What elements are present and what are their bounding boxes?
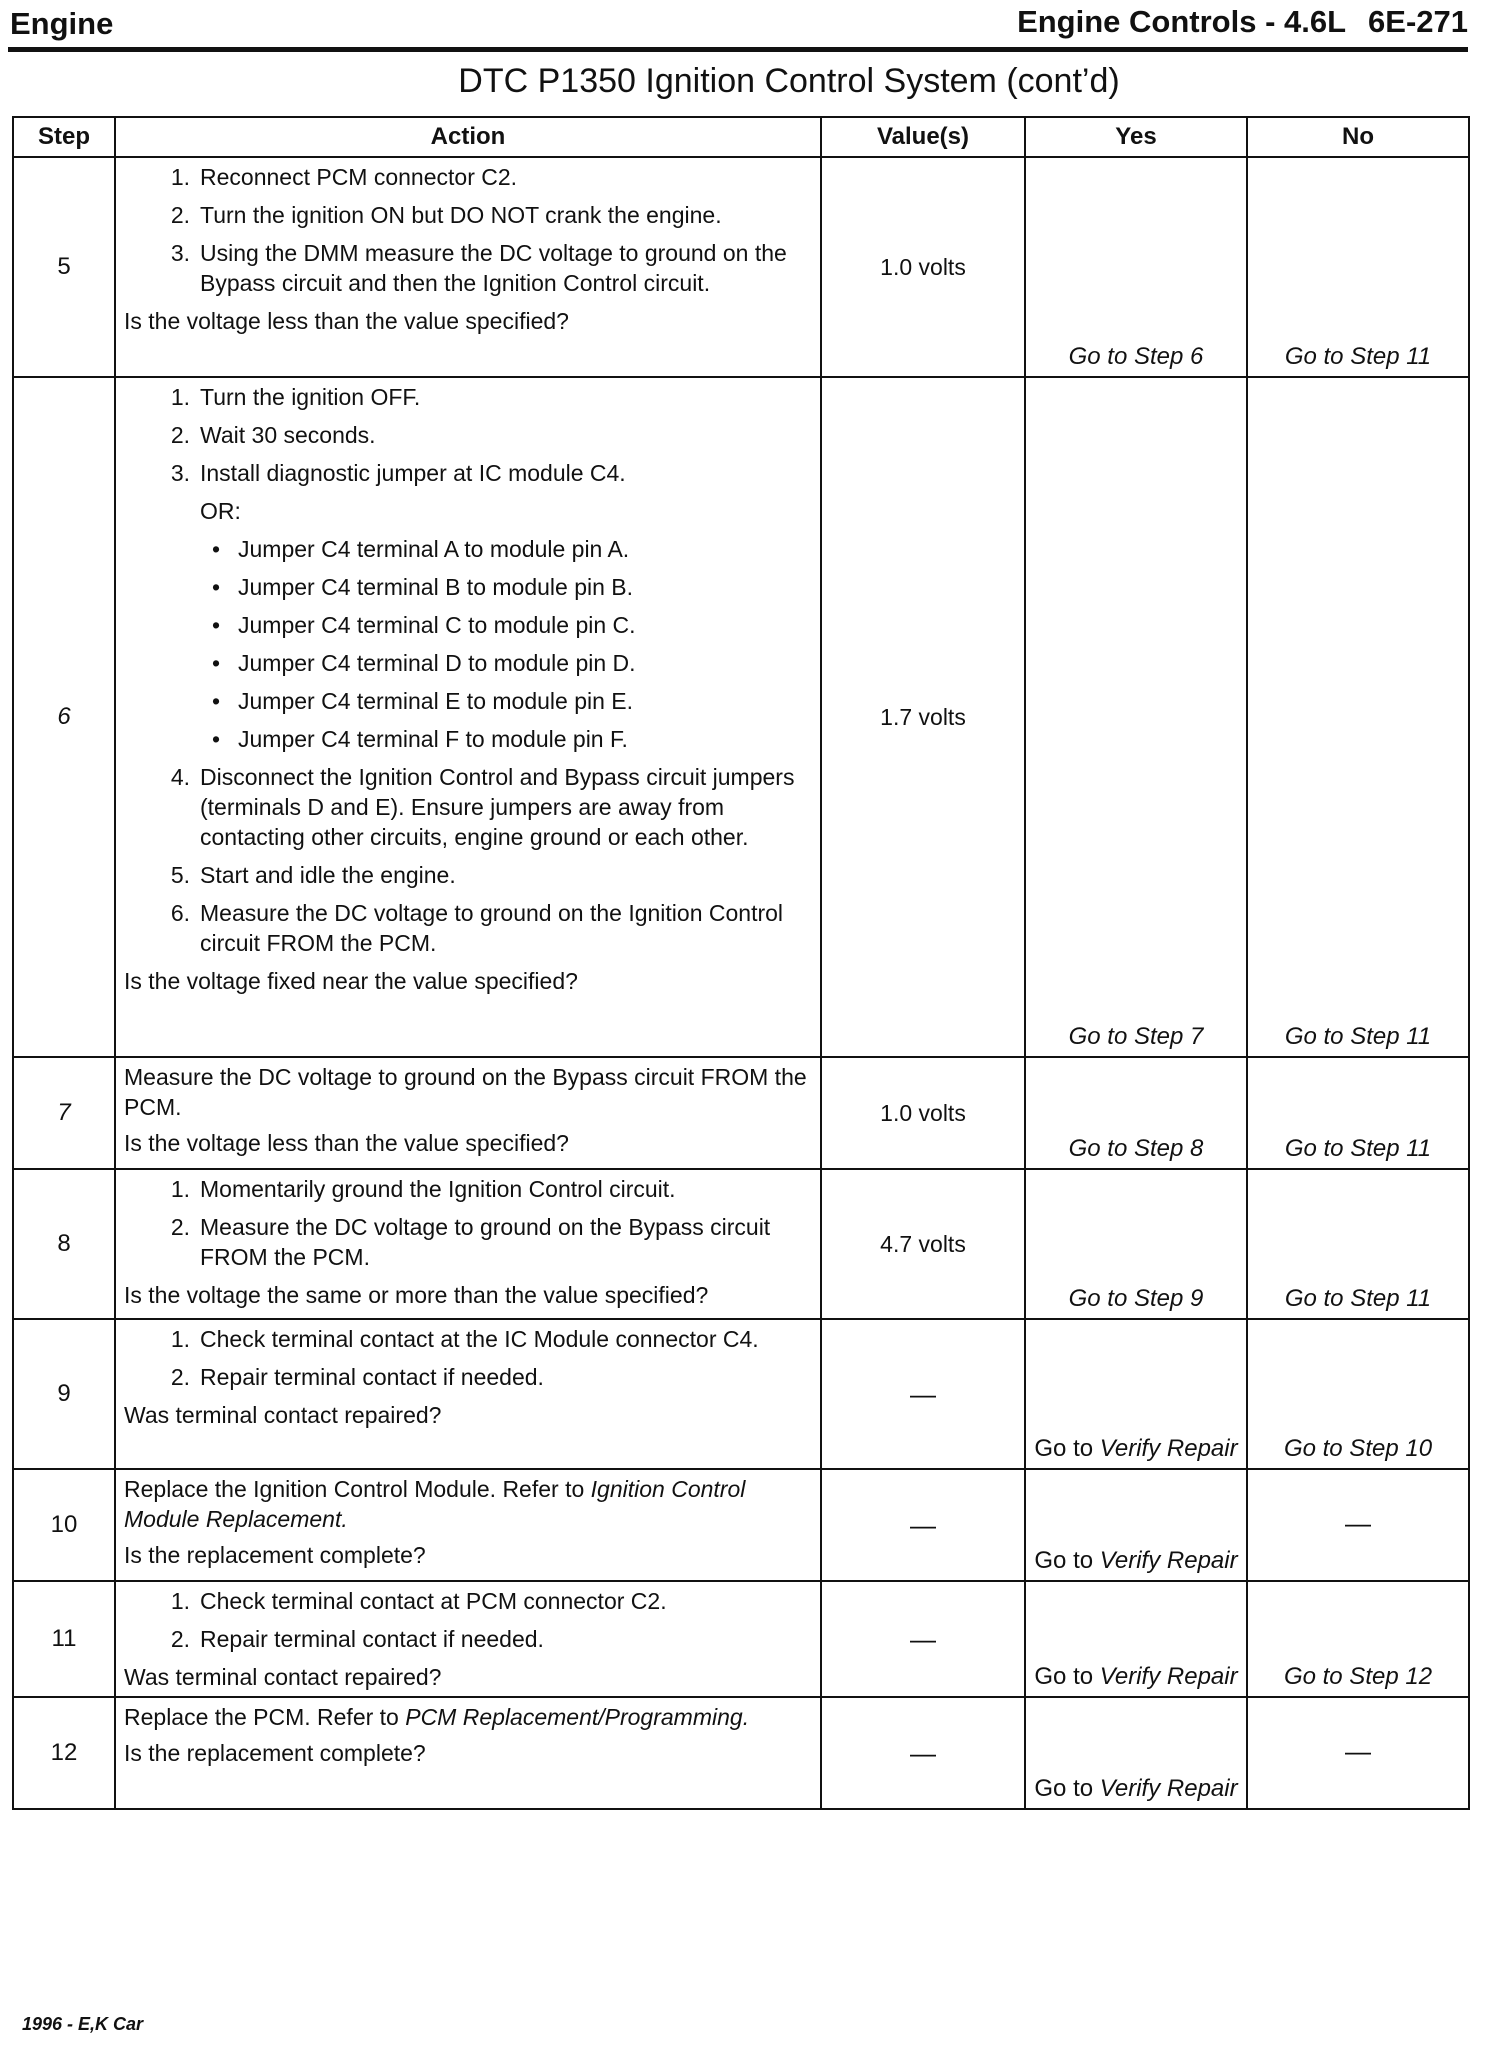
list-item: 2. Repair terminal contact if needed.	[170, 1626, 544, 1652]
action-text: Replace the Ignition Control Module. Refer to Ignition Control Module Replacement.	[124, 1476, 746, 1532]
bullet-item: • Jumper C4 terminal B to module pin B.	[211, 574, 634, 600]
bullet-item: • Jumper C4 terminal F to module pin F.	[211, 726, 628, 752]
question: Is the replacement complete?	[124, 1740, 426, 1766]
no-cell: —	[1247, 1697, 1469, 1809]
list-item: 3. Using the DMM measure the DC voltage to ground on the Bypass circuit and then the Ignition Control circuit.	[170, 240, 787, 296]
value-cell: 1.0 volts	[821, 1057, 1025, 1169]
question: Is the voltage less than the value specified?	[124, 308, 569, 334]
question: Is the voltage the same or more than the value specified?	[124, 1282, 709, 1308]
question: Is the voltage less than the value specified?	[124, 1130, 569, 1156]
step-number: 6	[13, 377, 115, 1057]
no-cell: Go to Step 11	[1247, 1057, 1469, 1169]
action-text: Measure the DC voltage to ground on the Bypass circuit FROM the PCM.	[124, 1064, 807, 1120]
diagnostic-table	[12, 116, 1470, 1810]
list-item: 5. Start and idle the engine.	[170, 862, 456, 888]
yes-cell: Go to Step 9	[1025, 1169, 1247, 1319]
action-cell	[115, 1581, 821, 1697]
value-cell: 1.0 volts	[821, 157, 1025, 377]
col-values: Value(s)	[821, 117, 1025, 157]
table-row	[13, 1057, 1469, 1169]
table-row	[13, 1581, 1469, 1697]
bullet-item: • Jumper C4 terminal A to module pin A.	[211, 536, 630, 562]
header-rule	[8, 47, 1468, 52]
col-yes: Yes	[1025, 117, 1247, 157]
table-row	[13, 1469, 1469, 1581]
table-row	[13, 377, 1469, 1057]
yes-cell: Go to Verify Repair	[1025, 1319, 1247, 1469]
question: Was terminal contact repaired?	[124, 1664, 442, 1690]
list-item: 3. Install diagnostic jumper at IC module C4.	[170, 460, 626, 486]
step-number: 7	[13, 1057, 115, 1169]
col-action: Action	[115, 117, 821, 157]
list-item: 1. Reconnect PCM connector C2.	[170, 164, 518, 190]
list-item: 2. Turn the ignition ON but DO NOT crank the engine.	[170, 202, 722, 228]
section-title: Engine	[10, 6, 114, 41]
question: Was terminal contact repaired?	[124, 1402, 442, 1428]
or-label: OR:	[200, 498, 241, 524]
bullet-item: • Jumper C4 terminal E to module pin E.	[211, 688, 634, 714]
step-number: 11	[13, 1581, 115, 1697]
value-cell: —	[821, 1697, 1025, 1809]
bullet-item: • Jumper C4 terminal C to module pin C.	[211, 612, 636, 638]
yes-cell: Go to Verify Repair	[1025, 1469, 1247, 1581]
value-cell: —	[821, 1581, 1025, 1697]
no-cell: Go to Step 11	[1247, 377, 1469, 1057]
list-item: 4. Disconnect the Ignition Control and Bypass circuit jumpers (terminals D and E). Ensure jumpers are away from contacting other circuits, engine ground or each other.	[170, 764, 795, 850]
yes-cell: Go to Step 7	[1025, 377, 1247, 1057]
footer-text: 1996 - E,K Car	[22, 2014, 144, 2034]
value-cell: —	[821, 1469, 1025, 1581]
list-item: 1. Check terminal contact at the IC Module connector C4.	[170, 1326, 759, 1352]
action-cell	[115, 1469, 821, 1581]
action-cell	[115, 377, 821, 1057]
value-cell: 1.7 volts	[821, 377, 1025, 1057]
question: Is the replacement complete?	[124, 1542, 426, 1568]
action-cell	[115, 1169, 821, 1319]
col-no: No	[1247, 117, 1469, 157]
no-cell: Go to Step 10	[1247, 1319, 1469, 1469]
page-number: 6E-271	[1368, 4, 1468, 39]
action-text: Replace the PCM. Refer to PCM Replacement/Programming.	[124, 1704, 750, 1730]
table-row	[13, 1169, 1469, 1319]
yes-cell: Go to Step 6	[1025, 157, 1247, 377]
col-step: Step	[13, 117, 115, 157]
question: Is the voltage fixed near the value specified?	[124, 968, 578, 994]
yes-cell: Go to Step 8	[1025, 1057, 1247, 1169]
value-cell: —	[821, 1319, 1025, 1469]
table-row	[13, 1319, 1469, 1469]
table-row	[13, 1697, 1469, 1809]
list-item: 6. Measure the DC voltage to ground on the Ignition Control circuit FROM the PCM.	[170, 900, 784, 956]
step-number: 8	[13, 1169, 115, 1319]
page-title: DTC P1350 Ignition Control System (cont’d)	[458, 62, 1120, 100]
bullet-item: • Jumper C4 terminal D to module pin D.	[211, 650, 636, 676]
no-cell: Go to Step 11	[1247, 1169, 1469, 1319]
action-cell	[115, 1697, 821, 1809]
action-cell	[115, 1319, 821, 1469]
yes-cell: Go to Verify Repair	[1025, 1581, 1247, 1697]
page-header	[1017, 4, 1468, 40]
table-row	[13, 157, 1469, 377]
table-header-row	[13, 117, 1469, 157]
yes-cell: Go to Verify Repair	[1025, 1697, 1247, 1809]
action-cell	[115, 1057, 821, 1169]
list-item: 1. Turn the ignition OFF.	[170, 384, 421, 410]
no-cell: Go to Step 12	[1247, 1581, 1469, 1697]
list-item: 2. Wait 30 seconds.	[170, 422, 376, 448]
step-number: 5	[13, 157, 115, 377]
list-item: 2. Repair terminal contact if needed.	[170, 1364, 544, 1390]
chapter-title: Engine Controls - 4.6L	[1017, 4, 1347, 39]
no-cell: —	[1247, 1469, 1469, 1581]
list-item: 1. Momentarily ground the Ignition Control circuit.	[170, 1176, 676, 1202]
step-number: 9	[13, 1319, 115, 1469]
list-item: 1. Check terminal contact at PCM connector C2.	[170, 1588, 667, 1614]
step-number: 12	[13, 1697, 115, 1809]
action-cell	[115, 157, 821, 377]
value-cell: 4.7 volts	[821, 1169, 1025, 1319]
no-cell: Go to Step 11	[1247, 157, 1469, 377]
list-item: 2. Measure the DC voltage to ground on the Bypass circuit FROM the PCM.	[170, 1214, 771, 1270]
step-number: 10	[13, 1469, 115, 1581]
